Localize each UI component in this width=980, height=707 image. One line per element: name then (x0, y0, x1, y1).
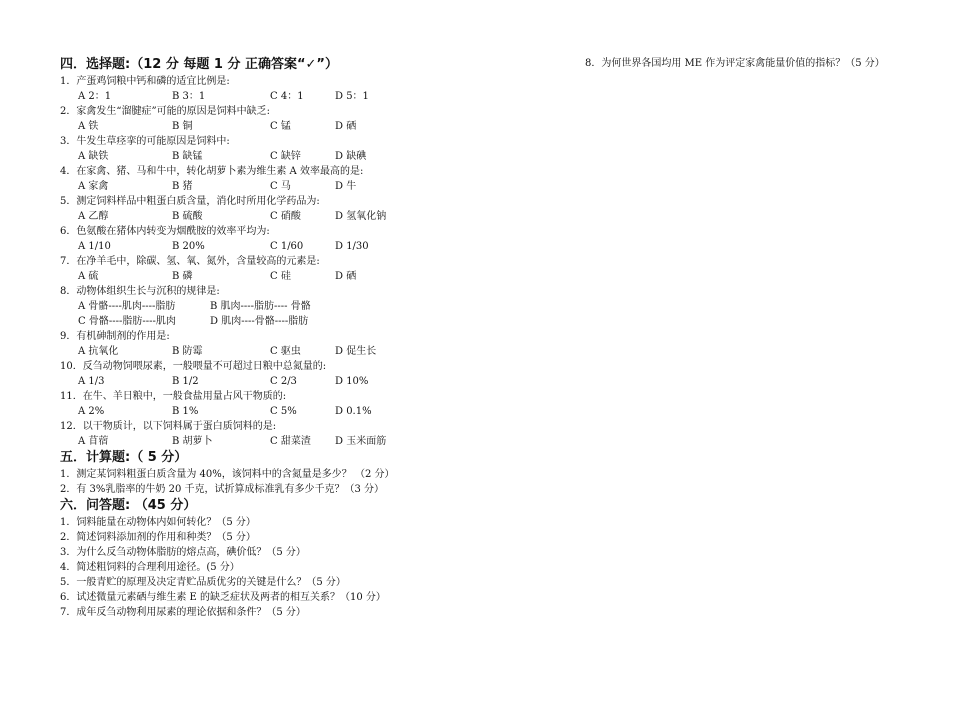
choice-options (60, 314, 520, 329)
choice-options (60, 89, 520, 104)
choice-options (60, 119, 520, 134)
choice-option: D 肌肉----骨骼----脂肪 (210, 316, 309, 327)
choice-question-3: 3．牛发生草痉挛的可能原因是饲料中: (60, 136, 230, 147)
choice-option: C 马 (270, 181, 291, 192)
essay-question-7: 7．成年反刍动物利用尿素的理论依据和条件？（5 分） (60, 607, 306, 618)
essay-questions (60, 515, 520, 620)
choice-question-1: 1．产蛋鸡饲粮中钙和磷的适宜比例是: (60, 76, 230, 87)
choice-option: C 5% (270, 406, 297, 417)
choice-question-9: 9．有机砷制剂的作用是: (60, 331, 170, 342)
choice-question-2: 2．家禽发生“溜腱症”可能的原因是饲料中缺乏: (60, 106, 270, 117)
choice-question-8: 8．动物体组织生长与沉积的规律是: (60, 286, 220, 297)
choice-option: C 甜菜渣 (270, 436, 311, 447)
choice-options (60, 179, 520, 194)
choice-options (60, 344, 520, 359)
choice-options (60, 239, 520, 254)
choice-option: B 3：1 (172, 91, 206, 102)
essay-question-4: 4．简述粗饲料的合理利用途径。(5 分） (60, 562, 240, 573)
choice-questions (60, 74, 520, 449)
section5-title: 五．计算题:（ 5 分） (60, 450, 188, 465)
choice-option: D 10% (335, 376, 369, 387)
choice-option: D 1/30 (335, 241, 369, 252)
choice-options (60, 374, 520, 389)
choice-options (60, 434, 520, 449)
choice-option: B 磷 (172, 271, 193, 282)
choice-option: C 硝酸 (270, 211, 301, 222)
choice-option: B 肌肉----脂肪---- 骨骼 (210, 301, 311, 312)
choice-option: D 缺碘 (335, 151, 367, 162)
choice-option: C 4：1 (270, 91, 304, 102)
choice-option: D 玉米面筋 (335, 436, 387, 447)
choice-option: B 硫酸 (172, 211, 203, 222)
choice-option: C 硅 (270, 271, 291, 282)
essay-question-5: 5．一般青贮的原理及决定青贮品质优劣的关键是什么？（5 分） (60, 577, 346, 588)
essay-question-6: 6．试述微量元素硒与维生素 E 的缺乏症状及两者的相互关系？（10 分） (60, 592, 386, 603)
choice-option: B 缺锰 (172, 151, 203, 162)
choice-question-6: 6．色氨酸在猪体内转变为烟酰胺的效率平均为: (60, 226, 270, 237)
choice-option: B 猪 (172, 181, 193, 192)
choice-option: A 骨骼----肌肉----脂肪 (78, 301, 176, 312)
choice-option: B 1/2 (172, 376, 199, 387)
choice-option: B 1% (172, 406, 199, 417)
choice-option: A 苜蓿 (78, 436, 109, 447)
essay-question-2: 2．简述饲料添加剂的作用和种类？（5 分） (60, 532, 256, 543)
choice-option: A 2：1 (78, 91, 112, 102)
choice-option: B 铜 (172, 121, 193, 132)
right-column (585, 56, 965, 71)
choice-option: C 骨骼----脂肪----肌肉 (78, 316, 176, 327)
choice-option: C 锰 (270, 121, 291, 132)
choice-options (60, 299, 520, 314)
calc-question-2: 2．有 3%乳脂率的牛奶 20 千克，试折算成标准乳有多少千克？（3 分） (60, 484, 385, 495)
essay-question-3: 3．为什么反刍动物体脂肪的熔点高，碘价低？（5 分） (60, 547, 306, 558)
choice-option: A 铁 (78, 121, 99, 132)
choice-option: C 2/3 (270, 376, 297, 387)
choice-option: A 2% (78, 406, 105, 417)
section6-title: 六．问答题: （45 分） (60, 498, 197, 513)
choice-option: A 家禽 (78, 181, 109, 192)
choice-question-7: 7．在净羊毛中，除碳、氢、氧、氮外，含量较高的元素是: (60, 256, 320, 267)
choice-option: D 5：1 (335, 91, 369, 102)
calc-questions (60, 467, 520, 497)
choice-option: C 驱虫 (270, 346, 301, 357)
choice-question-5: 5．测定饲料样品中粗蛋白质含量，消化时所用化学药品为: (60, 196, 320, 207)
choice-option: A 缺铁 (78, 151, 109, 162)
choice-question-11: 11．在牛、羊日粮中，一般食盐用量占风干物质的: (60, 391, 287, 402)
choice-options (60, 209, 520, 224)
calc-question-1: 1．测定某饲料粗蛋白质含量为 40%，该饲料中的含氮量是多少？ （2 分） (60, 469, 395, 480)
section4-title: 四．选择题:（12 分 每题 1 分 正确答案“✓”） (60, 57, 338, 72)
essay-question-8: 8．为何世界各国均用 ME 作为评定家禽能量价值的指标？（5 分） (585, 58, 885, 69)
choice-options (60, 269, 520, 284)
choice-option: A 乙醇 (78, 211, 109, 222)
choice-option: C 缺锌 (270, 151, 301, 162)
choice-option: D 氢氧化钠 (335, 211, 387, 222)
choice-option: B 20% (172, 241, 205, 252)
choice-question-12: 12．以干物质计，以下饲料属于蛋白质饲料的是: (60, 421, 277, 432)
choice-option: A 硫 (78, 271, 99, 282)
choice-option: B 防霉 (172, 346, 203, 357)
left-column (60, 56, 520, 620)
choice-options (60, 404, 520, 419)
choice-option: A 1/3 (78, 376, 105, 387)
choice-option: A 抗氧化 (78, 346, 119, 357)
choice-option: D 促生长 (335, 346, 377, 357)
choice-question-10: 10．反刍动物饲喂尿素，一般喂量不可超过日粮中总氮量的: (60, 361, 327, 372)
choice-option: D 牛 (335, 181, 357, 192)
choice-option: D 0.1% (335, 406, 372, 417)
choice-question-4: 4．在家禽、猪、马和牛中，转化胡萝卜素为维生素 A 效率最高的是: (60, 166, 364, 177)
choice-option: D 硒 (335, 121, 357, 132)
choice-option: A 1/10 (78, 241, 111, 252)
choice-options (60, 149, 520, 164)
choice-option: B 胡萝卜 (172, 436, 213, 447)
choice-option: C 1/60 (270, 241, 304, 252)
choice-option: D 硒 (335, 271, 357, 282)
essay-question-1: 1．饲料能量在动物体内如何转化？（5 分） (60, 517, 256, 528)
